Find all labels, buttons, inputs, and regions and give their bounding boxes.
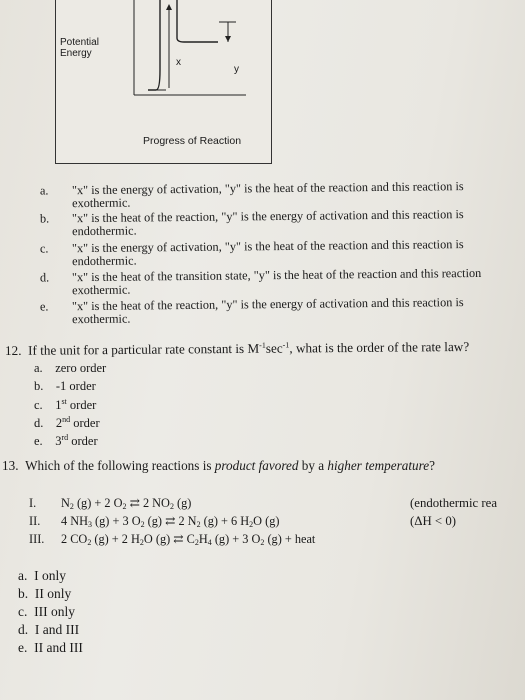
q11-option-b [40,207,520,240]
y-axis-label-line1: Potential [60,37,99,48]
stem-text: , what is the order of the rate law? [289,338,470,356]
option-letter: e. [18,640,28,655]
y-label: y [234,64,239,75]
option-text: -1 order [55,379,96,393]
reaction-curve [148,0,218,90]
order-suffix: st [61,397,67,406]
order-number: 3 [55,434,62,448]
stem-text: Which of the following reactions is [25,458,215,473]
option-letter: b. [34,379,44,393]
option-text: "x" is the heat of the reaction, "y" is the energy of activation and this reaction is endothermic. [71,207,464,239]
option-letter: e. [39,299,49,314]
option-text: II only [34,586,72,601]
order-suffix: nd [62,415,71,424]
order-number: 2 [55,416,63,430]
x-label: x [176,57,181,68]
stem-text: by a [298,458,328,473]
y-axis-label [60,37,99,59]
reaction-1 [29,496,192,511]
option-letter: b. [18,586,29,601]
q12-option-d [34,415,100,431]
x-arrow-head [166,4,172,10]
option-letter: d. [34,416,44,430]
option-letter: c. [34,398,43,412]
reaction-3-equation: 2 $CO_2$ (g) + 2 $H_2O$ (g) ⇄ $C_2H_4$ (g) + 3 $O_2$ (g) + heat [61,532,316,547]
option-letter: c. [39,241,49,256]
q11-option-e [40,295,520,328]
stem-text: ? [429,458,435,473]
order-suffix: rd [61,433,69,442]
reaction-2-note: (ΔH < 0) [410,514,457,528]
y-arrow-head [225,36,231,42]
x-axis-label: Progress of Reaction [143,135,242,147]
q12-option-b [34,379,96,394]
option-text: "x" is the heat of the transition state, "y" is the heat of the reaction and this reaction exothermic. [71,265,482,298]
option-text: III only [34,604,75,619]
q13-option-e [18,640,83,656]
option-letter: c. [18,604,28,619]
order-number: 1 [55,398,62,412]
q13-option-c [18,604,75,620]
option-text: "x" is the energy of activation, "y" is the heat of the reaction and this reaction is exothermic. [71,179,464,211]
q13-stem [2,458,435,473]
reaction-2-equation: 4 $NH_3$ (g) + 3 $O_2$ (g) ⇄ 2 $N_2$ (g) + 6 $H_2O$ (g) [61,514,280,529]
stem-text: If the unit for a particular rate constant is M [28,340,260,358]
option-text: order [70,416,100,430]
reaction-1-equation: $N_2$ (g) + 2 $O_2$ ⇄ 2 $NO_2$ (g) [61,496,192,511]
option-text: zero order [55,361,107,375]
q13-option-a [18,568,66,584]
stem-italic: product favored [214,458,299,473]
option-text: I and III [34,622,80,637]
option-letter: d. [18,622,29,637]
option-text: order [66,398,97,412]
option-letter: e. [34,434,43,448]
reaction-3 [29,532,316,547]
question-number: 13. [2,458,19,473]
option-letter: d. [39,270,50,285]
roman-numeral: II. [29,514,41,528]
roman-numeral: I. [29,496,37,510]
q12-option-a [34,361,106,376]
q12-option-c [34,397,96,413]
q12-option-e [34,433,98,449]
option-letter: a. [18,568,28,583]
option-letter: b. [39,211,50,226]
y-axis-label-line2: Energy [60,48,92,59]
question-number: 12. [4,342,22,358]
stem-text: sec [265,340,283,356]
option-letter: a. [39,183,49,198]
reaction-2 [29,514,280,529]
option-text: order [68,434,98,448]
stem-sup: -1 [259,340,266,350]
reaction-1-note: (endothermic rea [410,496,498,510]
stem-italic: higher temperature [327,458,430,473]
q13-option-b [18,586,71,602]
q13-option-d [18,622,79,638]
roman-numeral: III. [29,532,45,546]
option-text: II and III [34,640,83,655]
option-text: "x" is the heat of the reaction, "y" is the energy of activation and this reaction is exothermic. [71,295,464,327]
stem-sup: -1 [282,340,290,350]
option-letter: a. [34,361,43,375]
option-text: "x" is the energy of activation, "y" is the heat of the reaction and this reaction is endothermic. [71,237,464,269]
option-text: I only [34,568,66,583]
q12-stem [5,336,469,358]
